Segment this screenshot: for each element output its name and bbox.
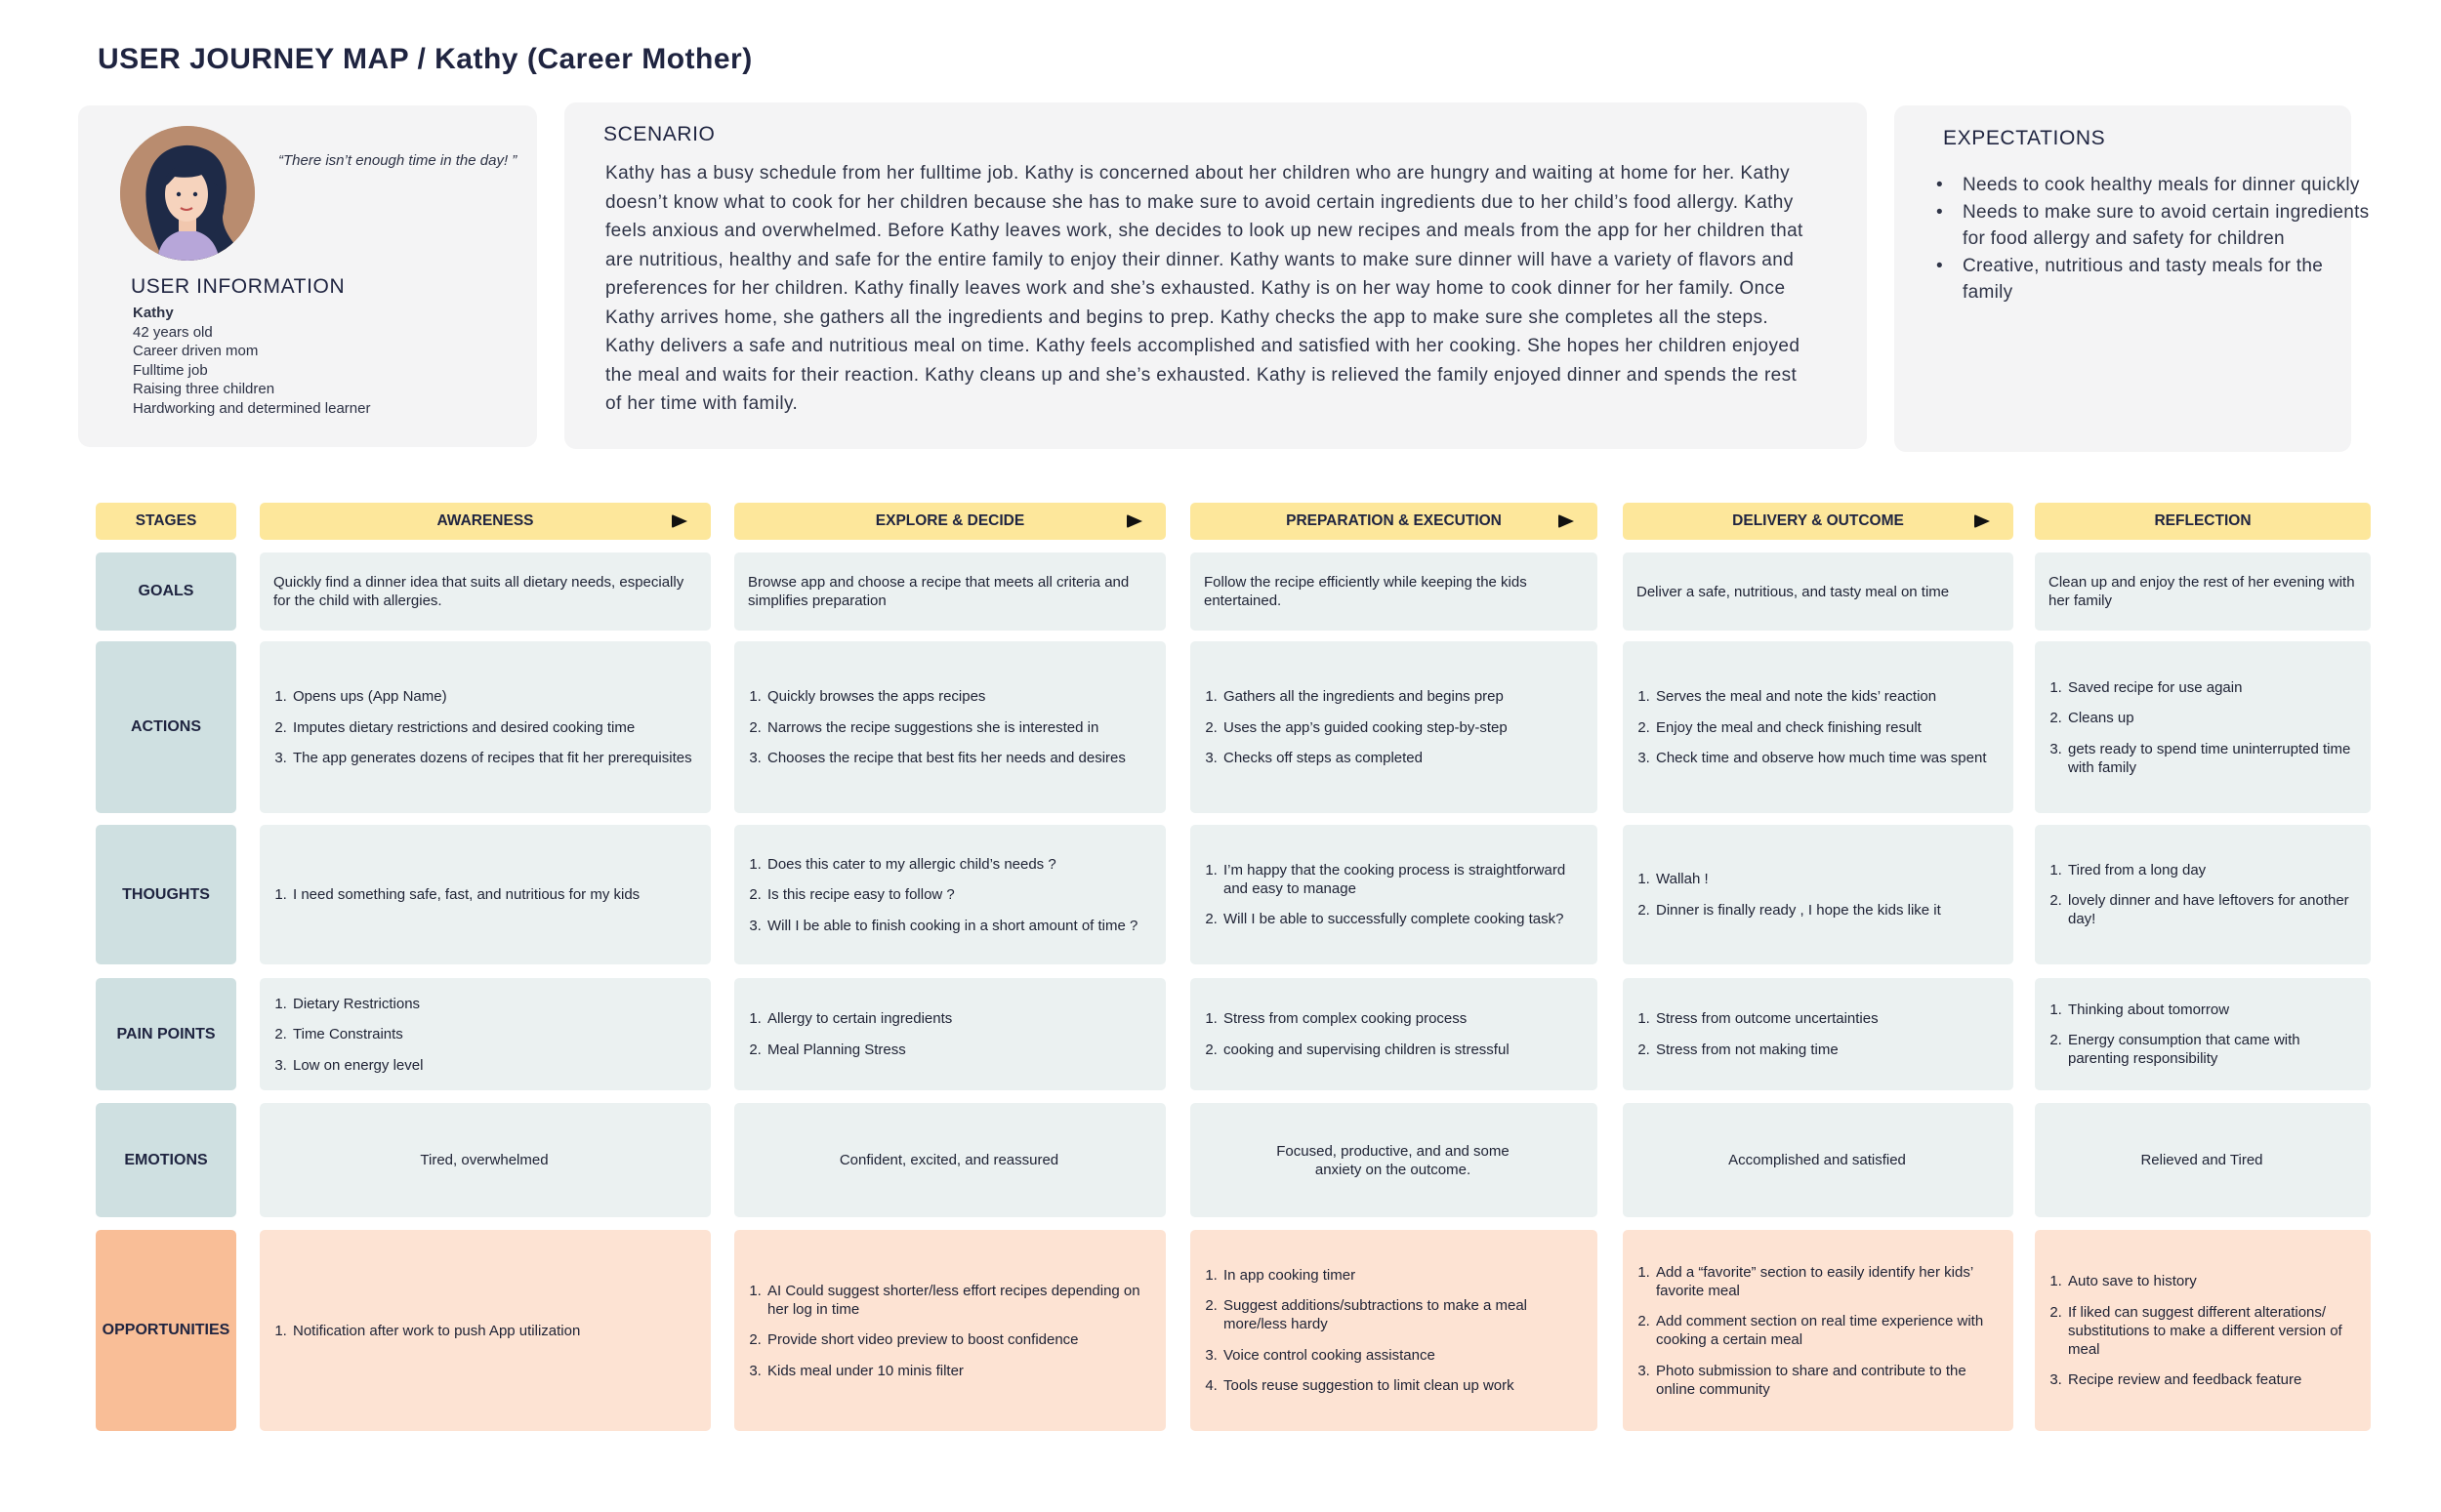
stage-header-3	[1190, 503, 1597, 540]
opportunities-cell	[734, 1230, 1166, 1431]
scenario-text: Kathy has a busy schedule from her fulltime job. Kathy is concerned about her children who are hungry and waiting at home for her. Kathy doesn’t know what to cook for her children because she has to make sure to avoid certain ingredients due to her child’s food allergy. Kathy feels anxious and overwhelmed. Before Kathy leaves work, she decides to look up new recipes and meals from the app for her children that are nutritious, healthy and safe for the entire family to enjoy their dinner. Kathy wants to make sure dinner will have a variety of flavors and preferences for her children. Kathy finally leaves work and she’s exhausted. Kathy is on her way home to cook dinner for her family. Once Kathy arrives home, she gathers all the ingredients and begins to prep. Kathy checks the app to make sure she completes all the steps. Kathy delivers a safe and nutritious meal on time. Kathy feels accomplished and satisfied with her cooking. She hopes her children enjoyed the meal and waits for their reaction. Kathy cleans up and she’s exhausted. Kathy is relieved the family enjoyed dinner and spends the rest of her time with family.	[605, 163, 1803, 414]
thoughts-cell	[260, 825, 711, 964]
list-item: 2. Meal Planning Stress	[765, 1041, 1150, 1059]
expectation-item: • Creative, nutritious and tasty meals for the family	[1943, 253, 2373, 306]
list-item: 2. Imputes dietary restrictions and desired cooking time	[291, 718, 695, 737]
list-item: 1. I’m happy that the cooking process is straightforward and easy to manage	[1221, 861, 1582, 898]
goals-cell	[2035, 552, 2371, 631]
list-item: 2. Stress from not making time	[1654, 1041, 1998, 1059]
actions-cell	[260, 641, 711, 813]
list-item: 1. Allergy to certain ingredients	[765, 1009, 1150, 1028]
list-item: 3. Check time and observe how much time was spent	[1654, 749, 1998, 767]
arrow-right-icon	[1974, 514, 1990, 528]
list-item: 2. Cleans up	[2066, 709, 2355, 727]
list-item: 1. Does this cater to my allergic child’s needs ?	[765, 855, 1150, 874]
opportunities-cell	[2035, 1230, 2371, 1431]
pain_points-list	[748, 1009, 1150, 1059]
actions-list	[273, 687, 695, 767]
stage-header-label: REFLECTION	[2154, 512, 2252, 529]
row-label-opportunities: OPPORTUNITIES	[96, 1230, 236, 1431]
emotions-text: Tired, overwhelmed	[420, 1152, 549, 1168]
list-item: 2. Suggest additions/subtractions to make a meal more/less hardy	[1221, 1296, 1582, 1333]
list-item: 1. AI Could suggest shorter/less effort recipes depending on her log in time	[765, 1282, 1150, 1319]
list-item: 1. Tired from a long day	[2066, 861, 2355, 879]
expectations-list	[1943, 172, 2373, 306]
actions-list	[748, 687, 1150, 767]
list-item: 2. Energy consumption that came with parenting responsibility	[2066, 1031, 2355, 1068]
stage-header-5	[2035, 503, 2371, 540]
opportunities-list	[2048, 1272, 2355, 1389]
list-item: 1. Add a “favorite” section to easily identify her kids’ favorite meal	[1654, 1263, 1998, 1300]
list-item: 3. Chooses the recipe that best fits her needs and desires	[765, 749, 1150, 767]
opportunities-cell	[1190, 1230, 1597, 1431]
list-item: 2. cooking and supervising children is stressful	[1221, 1041, 1582, 1059]
opportunities-list	[273, 1322, 695, 1340]
opportunities-cell	[1623, 1230, 2013, 1431]
list-item: 3. Low on energy level	[291, 1056, 695, 1075]
list-item: 2. Time Constraints	[291, 1025, 695, 1043]
emotions-cell	[734, 1103, 1166, 1217]
woman-portrait-icon	[120, 126, 255, 261]
goals-cell	[1623, 552, 2013, 631]
pain_points-cell	[1623, 978, 2013, 1090]
list-item: 1. Stress from complex cooking process	[1221, 1009, 1582, 1028]
list-item: 1. Quickly browses the apps recipes	[765, 687, 1150, 706]
actions-cell	[1623, 641, 2013, 813]
list-item: 3. Recipe review and feedback feature	[2066, 1370, 2355, 1389]
stage-header-label: PREPARATION & EXECUTION	[1286, 512, 1502, 529]
actions-list	[2048, 678, 2355, 777]
list-item: 2. Enjoy the meal and check finishing result	[1654, 718, 1998, 737]
list-item: 2. Narrows the recipe suggestions she is interested in	[765, 718, 1150, 737]
emotions-text: Relieved and Tired	[2140, 1152, 2263, 1168]
thoughts-cell	[2035, 825, 2371, 964]
goals-text: Clean up and enjoy the rest of her evening with her family	[2048, 574, 2355, 609]
row-label-pain_points: PAIN POINTS	[96, 978, 236, 1090]
opportunities-list	[1636, 1263, 1998, 1399]
emotions-cell	[2035, 1103, 2371, 1217]
page-title: USER JOURNEY MAP / Kathy (Career Mother)	[98, 43, 753, 75]
user-family: Raising three children	[133, 381, 275, 397]
scenario-title: SCENARIO	[603, 123, 716, 145]
pain_points-list	[2048, 1001, 2355, 1069]
list-item: 2. Is this recipe easy to follow ?	[765, 885, 1150, 904]
list-item: 1. Thinking about tomorrow	[2066, 1001, 2355, 1019]
list-item: 3. The app generates dozens of recipes that fit her prerequisites	[291, 749, 695, 767]
list-item: 1. In app cooking timer	[1221, 1266, 1582, 1285]
list-item: 4. Tools reuse suggestion to limit clean up work	[1221, 1376, 1582, 1395]
goals-text: Deliver a safe, nutritious, and tasty meal on time	[1636, 583, 1950, 600]
user-information-list	[133, 304, 370, 418]
goals-cell	[1190, 552, 1597, 631]
list-item: 3. Will I be able to finish cooking in a short amount of time ?	[765, 917, 1150, 935]
list-item: 1. Notification after work to push App utilization	[291, 1322, 695, 1340]
row-label-goals: GOALS	[96, 552, 236, 631]
row-label-actions: ACTIONS	[96, 641, 236, 813]
list-item: 2. If liked can suggest different alterations/ substitutions to make a different version of meal	[2066, 1303, 2355, 1359]
list-item: 1. Gathers all the ingredients and begins prep	[1221, 687, 1582, 706]
stage-header-1	[260, 503, 711, 540]
list-item: 2. Will I be able to successfully complete cooking task?	[1221, 910, 1582, 928]
list-item: 1. Serves the meal and note the kids’ reaction	[1654, 687, 1998, 706]
thoughts-list	[748, 855, 1150, 935]
expectation-item: • Needs to cook healthy meals for dinner quickly	[1943, 172, 2373, 199]
list-item: 1. Stress from outcome uncertainties	[1654, 1009, 1998, 1028]
emotions-cell	[1190, 1103, 1597, 1217]
stage-header-4	[1623, 503, 2013, 540]
list-item: 1. Auto save to history	[2066, 1272, 2355, 1290]
thoughts-cell	[1623, 825, 2013, 964]
expectations-title: EXPECTATIONS	[1943, 127, 2106, 149]
list-item: 2. Provide short video preview to boost confidence	[765, 1330, 1150, 1349]
list-item: 1. Saved recipe for use again	[2066, 678, 2355, 697]
arrow-right-icon	[1558, 514, 1574, 528]
goals-cell	[734, 552, 1166, 631]
list-item: 3. Voice control cooking assistance	[1221, 1346, 1582, 1365]
opportunities-cell	[260, 1230, 711, 1431]
list-item: 1. Dietary Restrictions	[291, 995, 695, 1013]
thoughts-list	[1636, 870, 1998, 919]
expectation-item: • Needs to make sure to avoid certain ingredients for food allergy and safety for children	[1943, 199, 2373, 253]
pain_points-cell	[734, 978, 1166, 1090]
emotions-cell	[1623, 1103, 2013, 1217]
emotions-cell	[260, 1103, 711, 1217]
emotions-text: Focused, productive, and and some anxiety on the outcome.	[1276, 1142, 1510, 1178]
list-item: 3. Kids meal under 10 minis filter	[765, 1362, 1150, 1380]
emotions-text: Accomplished and satisfied	[1728, 1152, 1906, 1168]
pain_points-list	[273, 995, 695, 1075]
user-name: Kathy	[133, 305, 174, 321]
goals-text: Follow the recipe efficiently while keeping the kids entertained.	[1204, 574, 1527, 609]
opportunities-list	[748, 1282, 1150, 1380]
actions-list	[1204, 687, 1582, 767]
actions-cell	[2035, 641, 2371, 813]
goals-text: Quickly find a dinner idea that suits all dietary needs, especially for the child with allergies.	[273, 574, 684, 609]
arrow-right-icon	[1127, 514, 1142, 528]
thoughts-list	[273, 885, 695, 904]
list-item: 2. Add comment section on real time experience with cooking a certain meal	[1654, 1312, 1998, 1349]
list-item: 3. Checks off steps as completed	[1221, 749, 1582, 767]
arrow-right-icon	[672, 514, 687, 528]
stage-header-label: AWARENESS	[436, 512, 534, 529]
persona-quote: “There isn’t enough time in the day! ”	[278, 152, 517, 169]
pain_points-list	[1636, 1009, 1998, 1059]
user-age: 42 years old	[133, 323, 213, 341]
actions-cell	[1190, 641, 1597, 813]
pain_points-cell	[1190, 978, 1597, 1090]
goals-text: Browse app and choose a recipe that meets all criteria and simplifies preparation	[748, 574, 1130, 609]
row-label-thoughts: THOUGHTS	[96, 825, 236, 964]
thoughts-list	[1204, 861, 1582, 929]
thoughts-list	[2048, 861, 2355, 929]
user-personality: Hardworking and determined learner	[133, 399, 371, 417]
pain_points-cell	[260, 978, 711, 1090]
user-trait: Career driven mom	[133, 343, 259, 359]
stages-label: STAGES	[96, 503, 236, 540]
list-item: 1. Wallah !	[1654, 870, 1998, 888]
stage-header-2	[734, 503, 1166, 540]
actions-list	[1636, 687, 1998, 767]
goals-cell	[260, 552, 711, 631]
pain_points-cell	[2035, 978, 2371, 1090]
list-item: 1. Opens ups (App Name)	[291, 687, 695, 706]
list-item: 1. I need something safe, fast, and nutritious for my kids	[291, 885, 695, 904]
list-item: 3. Photo submission to share and contribute to the online community	[1654, 1362, 1998, 1399]
pain_points-list	[1204, 1009, 1582, 1059]
emotions-text: Confident, excited, and reassured	[839, 1152, 1059, 1168]
opportunities-list	[1204, 1266, 1582, 1396]
list-item: 2. lovely dinner and have leftovers for another day!	[2066, 891, 2355, 928]
stage-header-label: EXPLORE & DECIDE	[875, 512, 1025, 529]
thoughts-cell	[734, 825, 1166, 964]
stage-header-label: DELIVERY & OUTCOME	[1732, 512, 1904, 529]
list-item: 2. Uses the app’s guided cooking step-by-step	[1221, 718, 1582, 737]
list-item: 3. gets ready to spend time uninterrupted time with family	[2066, 740, 2355, 777]
list-item: 2. Dinner is finally ready , I hope the kids like it	[1654, 901, 1998, 919]
row-label-emotions: EMOTIONS	[96, 1103, 236, 1217]
thoughts-cell	[1190, 825, 1597, 964]
user-information-title: USER INFORMATION	[131, 275, 346, 298]
actions-cell	[734, 641, 1166, 813]
user-job: Fulltime job	[133, 361, 208, 379]
